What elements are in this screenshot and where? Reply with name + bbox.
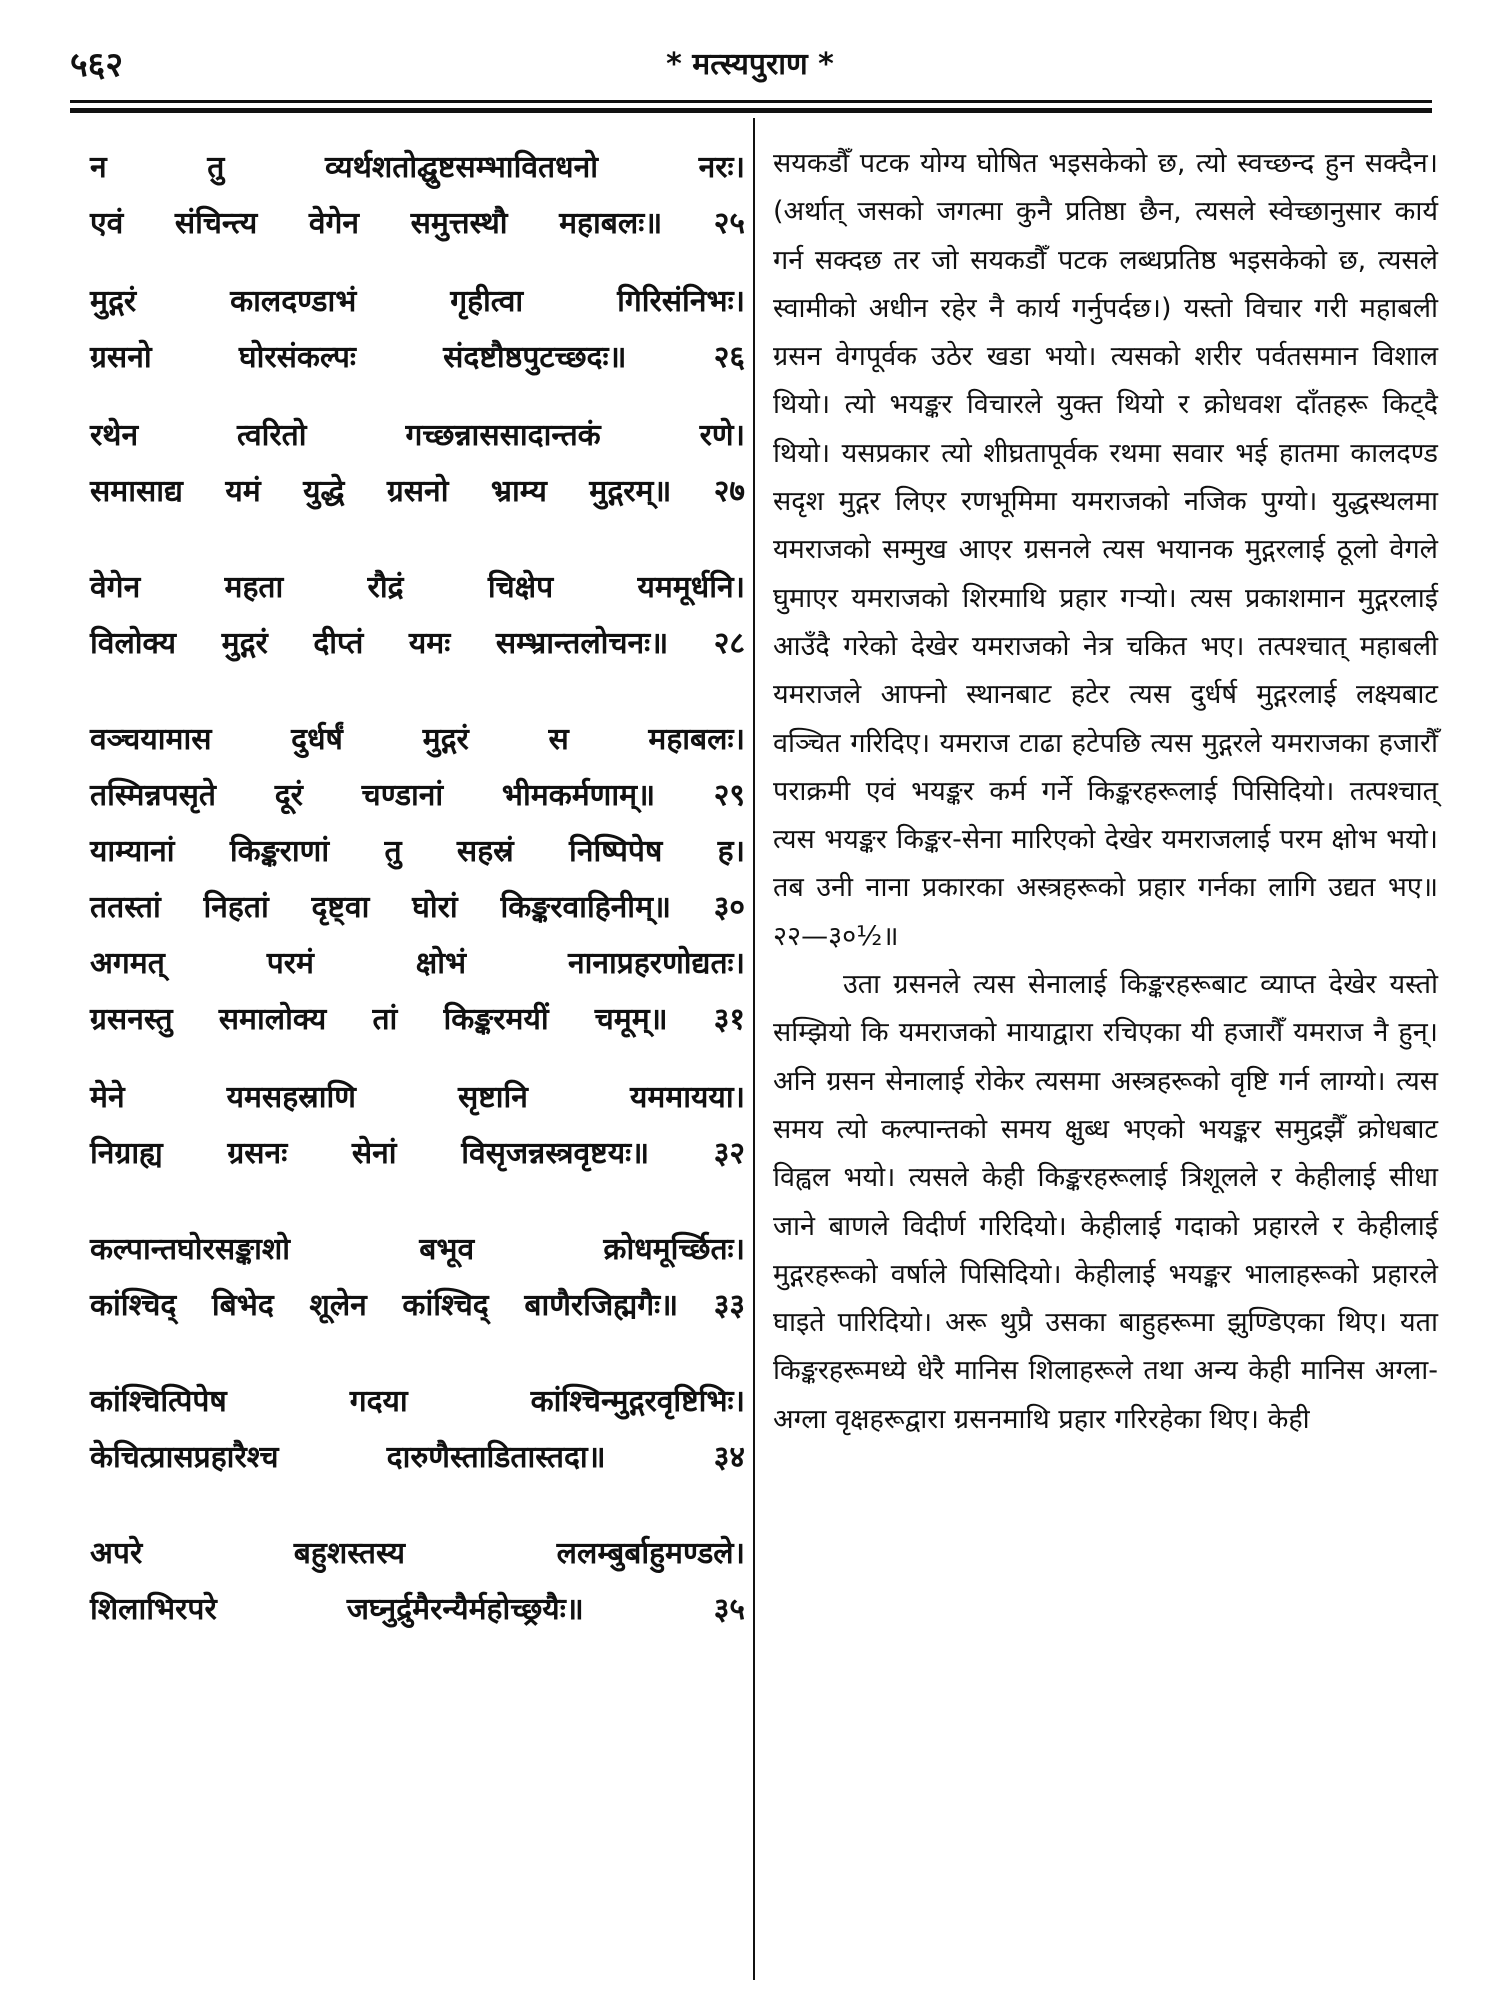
verse-block bbox=[90, 560, 745, 672]
column-divider bbox=[753, 118, 755, 1980]
verse-word: दूरं bbox=[274, 778, 303, 813]
verse-word: एवं bbox=[90, 206, 124, 241]
verse-word: ३४ bbox=[713, 1440, 745, 1475]
verse-word: तां bbox=[372, 1002, 398, 1037]
verse-word: २६ bbox=[713, 340, 745, 375]
verse-second-half bbox=[90, 1126, 745, 1182]
translation-column bbox=[773, 140, 1438, 1444]
verse-word: ह। bbox=[717, 834, 745, 869]
verse-word: ३० bbox=[713, 890, 745, 925]
verse-block bbox=[90, 1222, 745, 1334]
verse-word: भ्राम्य bbox=[490, 474, 547, 509]
verse-word: चिक्षेप bbox=[487, 570, 554, 605]
verse-word: शूलेन bbox=[309, 1288, 367, 1323]
verse-word: दारुणैस्ताडितास्तदा॥ bbox=[386, 1440, 606, 1475]
verse-word: घोरसंकल्पः bbox=[238, 340, 356, 375]
verse-first-half bbox=[90, 1526, 745, 1582]
header-rule-thick bbox=[70, 108, 1432, 113]
verse-word: मेने bbox=[90, 1080, 125, 1115]
verse-word: किङ्कराणां bbox=[229, 834, 330, 869]
verse-word: न bbox=[90, 150, 107, 185]
verse-second-half bbox=[90, 196, 745, 252]
verse-word: २८ bbox=[713, 626, 745, 661]
verse-word: मुद्गरं bbox=[90, 284, 137, 319]
verse-word: तु bbox=[384, 834, 402, 869]
running-title: * मत्स्यपुराण * bbox=[666, 47, 834, 82]
verse-word: विसृजन्नस्त्रवृष्टयः॥ bbox=[461, 1136, 650, 1171]
verse-word: यमं bbox=[225, 474, 261, 509]
verse-word: केचित्प्रासप्रहारैश्च bbox=[90, 1440, 279, 1475]
verse-word: निहतां bbox=[203, 890, 269, 925]
verse-word: निग्राह्य bbox=[90, 1136, 163, 1171]
verse-second-half bbox=[90, 880, 745, 936]
verse-block bbox=[90, 274, 745, 386]
verse-word: कालदण्डाभं bbox=[230, 284, 357, 319]
verse-word: रणे। bbox=[699, 418, 745, 453]
verse-word: युद्धे bbox=[303, 474, 345, 509]
verse-word: त्वरितो bbox=[237, 418, 307, 453]
verse-word: निष्पिपेष bbox=[569, 834, 663, 869]
verse-word: मुद्गरम्॥ bbox=[589, 474, 672, 509]
verse-first-half bbox=[90, 1222, 745, 1278]
page-header bbox=[70, 40, 1430, 90]
verse-word: नरः। bbox=[698, 150, 745, 185]
verse-word: अपरे bbox=[90, 1536, 143, 1571]
verse-word: याम्यानां bbox=[90, 834, 175, 869]
verse-word: शिलाभिरपरे bbox=[90, 1592, 217, 1627]
verse-first-half bbox=[90, 936, 745, 992]
verse-second-half bbox=[90, 464, 745, 520]
verse-word: रौद्रं bbox=[367, 570, 404, 605]
verse-word: भीमकर्मणाम्॥ bbox=[501, 778, 656, 813]
verse-block bbox=[90, 712, 745, 824]
verse-word: वञ्चयामास bbox=[90, 722, 212, 757]
verse-second-half bbox=[90, 330, 745, 386]
verse-word: महता bbox=[224, 570, 284, 605]
verse-word: चमूम्॥ bbox=[594, 1002, 668, 1037]
page-number: ५६२ bbox=[70, 45, 124, 85]
verse-word: ग्रसनो bbox=[386, 474, 449, 509]
verse-word: दुर्धर्षं bbox=[291, 722, 343, 757]
verse-word: ग्रसनः bbox=[227, 1136, 288, 1171]
verse-word: २९ bbox=[713, 778, 745, 813]
verse-word: क्रोधमूर्च्छितः। bbox=[603, 1232, 745, 1267]
verse-block bbox=[90, 1526, 745, 1638]
verse-word: परमं bbox=[266, 946, 314, 981]
verse-first-half bbox=[90, 274, 745, 330]
verse-word: चण्डानां bbox=[361, 778, 444, 813]
verse-block bbox=[90, 408, 745, 520]
translation-paragraph: उता ग्रसनले त्यस सेनालाई किङ्करहरूबाट व्याप्त देखेर यस्तो सम्झियो कि यमराजको मायाद्वारा रचिएका यी हजारौँ यमराज नै हुन्। अनि ग्रसन सेनालाई रोकेर त्यसमा अस्त्रहरूको वृष्टि गर्न लाग्यो। त्यस समय त्यो कल्पान्तको समय क्षुब्ध भएको भयङ्कर समुद्रझैँ क्रोधबाट विह्वल भयो। त्यसले केही किङ्करहरूलाई त्रिशूलले र केहीलाई सीधा जाने बाणले विदीर्ण गरिदियो। केहीलाई गदाको प्रहारले र केहीलाई मुद्गरहरूको वर्षाले पिसिदियो। केहीलाई भयङ्कर भालाहरूको प्रहारले घाइते पारिदियो। अरू थुप्रै उसका बाहुहरूमा झुण्डिएका थिए। यता किङ्करहरूमध्ये धेरै मानिस शिलाहरूले तथा अन्य केही मानिस अग्ला-अग्ला वृक्षहरूद्वारा ग्रसनमाथि प्रहार गरिरहेका थिए। केही bbox=[773, 969, 1438, 1435]
verse-word: २५ bbox=[713, 206, 745, 241]
verse-word: मुद्गरं bbox=[422, 722, 469, 757]
verse-first-half bbox=[90, 560, 745, 616]
verse-word: सृष्टानि bbox=[457, 1080, 528, 1115]
verse-word: यममूर्धनि। bbox=[637, 570, 745, 605]
verse-word: ललम्बुर्बाहुमण्डले। bbox=[556, 1536, 745, 1571]
verse-word: ३२ bbox=[713, 1136, 745, 1171]
verse-word: समासाद्य bbox=[90, 474, 183, 509]
verse-word: ततस्तां bbox=[90, 890, 161, 925]
verse-first-half bbox=[90, 712, 745, 768]
verse-first-half bbox=[90, 1070, 745, 1126]
verse-word: यममायया। bbox=[629, 1080, 745, 1115]
verse-word: समुत्तस्थौ bbox=[410, 206, 508, 241]
verse-word: दीप्तं bbox=[313, 626, 364, 661]
verse-word: सहस्रं bbox=[456, 834, 514, 869]
verse-word: ग्रसनो bbox=[90, 340, 152, 375]
verse-word: किङ्करवाहिनीम्॥ bbox=[500, 890, 671, 925]
verse-word: मुद्गरं bbox=[221, 626, 268, 661]
verse-word: कांश्चिन्मुद्गरवृष्टिभिः। bbox=[530, 1384, 745, 1419]
verse-first-half bbox=[90, 408, 745, 464]
header-rule-thin bbox=[70, 100, 1432, 103]
verse-word: गृहीत्वा bbox=[450, 284, 524, 319]
verse-word: स bbox=[548, 722, 569, 757]
sanskrit-verses-column bbox=[90, 140, 745, 1638]
verse-word: संदष्टौष्ठपुटच्छदः॥ bbox=[443, 340, 627, 375]
verse-word: विलोक्य bbox=[90, 626, 177, 661]
verse-word: कांश्चिद् bbox=[402, 1288, 489, 1323]
verse-block bbox=[90, 824, 745, 936]
verse-word: २७ bbox=[713, 474, 745, 509]
verse-word: अगमत् bbox=[90, 946, 165, 981]
verse-word: बिभेद bbox=[211, 1288, 274, 1323]
verse-second-half bbox=[90, 1430, 745, 1486]
verse-word: बाणैरजिह्मगैः॥ bbox=[524, 1288, 679, 1323]
verse-word: कांश्चित्पिपेष bbox=[90, 1384, 227, 1419]
verse-word: महाबलः। bbox=[648, 722, 745, 757]
verse-word: सेनां bbox=[351, 1136, 397, 1171]
verse-word: महाबलः॥ bbox=[559, 206, 663, 241]
verse-second-half bbox=[90, 616, 745, 672]
verse-word: कल्पान्तघोरसङ्काशो bbox=[90, 1232, 291, 1267]
verse-word: वेगेन bbox=[308, 206, 360, 241]
verse-word: सम्भ्रान्तलोचनः॥ bbox=[495, 626, 669, 661]
verse-word: ग्रसनस्तु bbox=[90, 1002, 173, 1037]
verse-word: वेगेन bbox=[90, 570, 141, 605]
translation-paragraph: सयकडौँ पटक योग्य घोषित भइसकेको छ, त्यो स्वच्छन्द हुन सक्दैन। (अर्थात् जसको जगत्मा कुनै प्रतिष्ठा छैन, त्यसले स्वेच्छानुसार कार्य गर्न सक्दछ तर जो सयकडौँ पटक लब्धप्रतिष्ठ भइसकेको छ, त्यसले स्वामीको अधीन रहेर नै कार्य गर्नुपर्दछ।) यस्तो विचार गरी महाबली ग्रसन वेगपूर्वक उठेर खडा भयो। त्यसको शरीर पर्वतसमान विशाल थियो। त्यो भयङ्कर विचारले युक्त थियो र क्रोधवश दाँतहरू किट्दै थियो। यसप्रकार त्यो शीघ्रतापूर्वक रथमा सवार भई हातमा कालदण्ड सदृश मुद्गर लिएर रणभूमिमा यमराजको नजिक पुग्यो। युद्धस्थलमा यमराजको सम्मुख आएर ग्रसनले त्यस भयानक मुद्गरलाई ठूलो वेगले घुमाएर यमराजको शिरमाथि प्रहार गर्‍यो। त्यस प्रकाशमान मुद्गरलाई आउँदै गरेको देखेर यमराजको नेत्र चकित भए। तत्पश्चात् महाबली यमराजले आफ्नो स्थानबाट हटेर त्यस दुर्धर्ष मुद्गरलाई लक्ष्यबाट वञ्चित गरिदिए। यमराज टाढा हटेपछि त्यस मुद्गरले यमराजका हजारौँ पराक्रमी एवं भयङ्कर कर्म गर्ने किङ्करहरूलाई पिसिदियो। तत्पश्चात् त्यस भयङ्कर किङ्कर-सेना मारिएको देखेर यमराजलाई परम क्षोभ भयो। तब उनी नाना प्रकारका अस्त्रहरूको प्रहार गर्नका लागि उद्यत भए॥ २२—३०½॥ bbox=[773, 148, 1438, 952]
verse-word: ३३ bbox=[713, 1288, 745, 1323]
verse-word: गिरिसंनिभः। bbox=[617, 284, 745, 319]
verse-second-half bbox=[90, 1278, 745, 1334]
verse-word: बभूव bbox=[419, 1232, 475, 1267]
verse-second-half bbox=[90, 992, 745, 1048]
verse-second-half bbox=[90, 768, 745, 824]
verse-word: व्यर्थशतोद्घुष्टसम्भावितधनो bbox=[325, 150, 598, 185]
verse-word: गदया bbox=[349, 1384, 408, 1419]
verse-first-half bbox=[90, 1374, 745, 1430]
verse-word: यमसहस्राणि bbox=[226, 1080, 356, 1115]
verse-block bbox=[90, 1070, 745, 1182]
verse-word: तस्मिन्नपसृते bbox=[90, 778, 216, 813]
verse-word: कांश्चिद् bbox=[90, 1288, 177, 1323]
verse-word: संचिन्त्य bbox=[174, 206, 258, 241]
verse-word: तु bbox=[207, 150, 225, 185]
verse-first-half bbox=[90, 140, 745, 196]
verse-word: यमः bbox=[408, 626, 451, 661]
verse-word: नानाप्रहरणोद्यतः। bbox=[567, 946, 745, 981]
verse-block bbox=[90, 140, 745, 252]
verse-word: गच्छन्नाससादान्तकं bbox=[405, 418, 601, 453]
verse-second-half bbox=[90, 1582, 745, 1638]
verse-word: किङ्करमयीं bbox=[443, 1002, 549, 1037]
verse-block bbox=[90, 1374, 745, 1486]
verse-word: ३५ bbox=[713, 1592, 745, 1627]
verse-word: रथेन bbox=[90, 418, 139, 453]
verse-word: ३१ bbox=[713, 1002, 745, 1037]
verse-word: बहुशस्तस्य bbox=[293, 1536, 406, 1571]
verse-word: दृष्ट्वा bbox=[311, 890, 370, 925]
verse-first-half bbox=[90, 824, 745, 880]
verse-block bbox=[90, 936, 745, 1048]
verse-word: घोरां bbox=[412, 890, 458, 925]
verse-word: जघ्नुर्द्रुमैरन्यैर्महोच्छ्रयैः॥ bbox=[346, 1592, 584, 1627]
verse-word: समालोक्य bbox=[218, 1002, 327, 1037]
verse-word: क्षोभं bbox=[415, 946, 467, 981]
